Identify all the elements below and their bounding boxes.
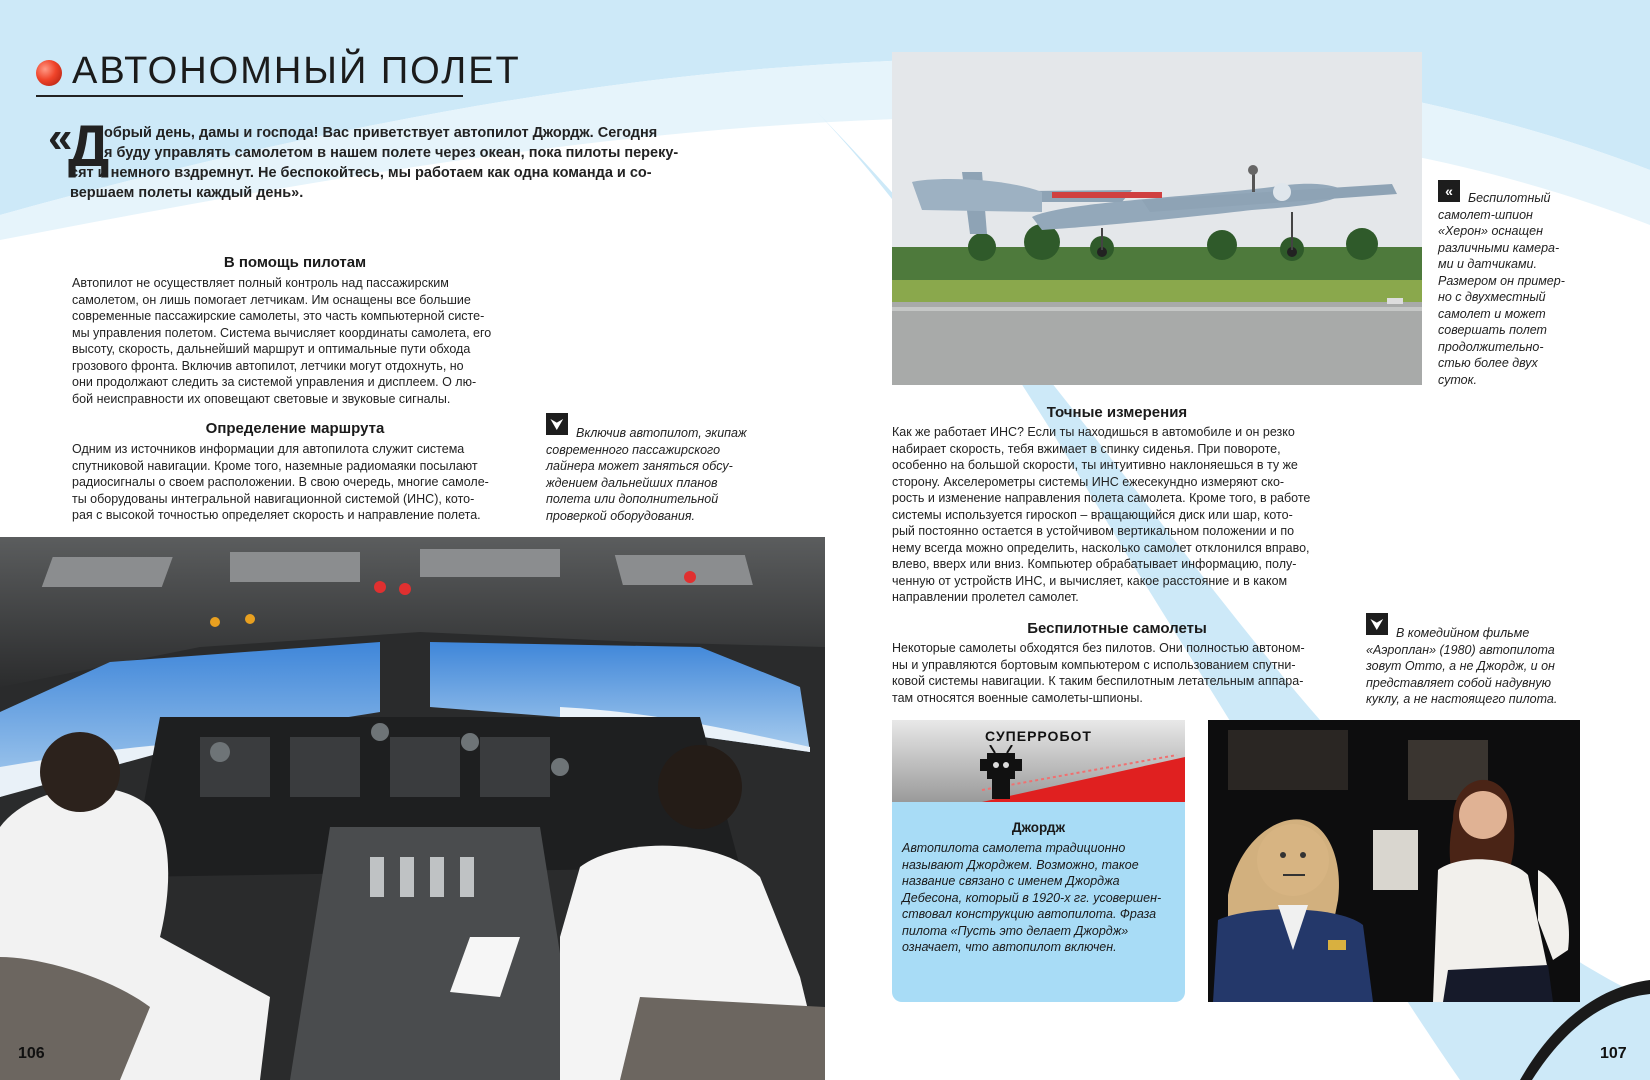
text-line: особенно на большой скорости, ты интуитивно наклоняешься в ту же <box>892 458 1298 472</box>
text-line: грозового фронта. Включив автопилот, летчики могут отдохнуть, но <box>72 358 464 373</box>
section-heading-measure: Точные измерения <box>1046 404 1188 421</box>
section-heading-drones: Беспилотные самолеты <box>1027 620 1207 637</box>
text-line: рый постоянно остается в устойчивом вертикальном положении и по <box>892 524 1295 538</box>
page-number-left: 106 <box>18 1045 45 1062</box>
intro-line-2: я буду управлять самолетом в нашем полете через океан, пока пилоты переку- <box>104 145 679 161</box>
text-line: Одним из источников информации для автопилота служит система <box>72 442 465 456</box>
text-line: означает, что автопилот включен. <box>902 940 1117 954</box>
text-line: ствовал конструкцию автопилота. Фраза <box>902 907 1157 921</box>
text-line: пилота «Пусть это делает Джордж» <box>902 923 1129 938</box>
caption-line: полета или дополнительной <box>546 492 719 506</box>
caption-line: зовут Отто, а не Джордж, и он <box>1366 659 1555 673</box>
caption-line: совершать полет <box>1438 323 1547 337</box>
text-line: сторону. Акселерометры системы ИНС ежесекундно измеряют ско- <box>892 474 1285 489</box>
superrobot-subhead: Джордж <box>1011 820 1066 835</box>
caption-line: «Херон» оснащен <box>1438 224 1543 238</box>
caption-cockpit <box>546 425 786 524</box>
caption-line: проверкой оборудования. <box>546 508 695 523</box>
caption-line: лайнера может заняться обсу- <box>546 459 733 473</box>
text-line: Автопилот не осуществляет полный контроль над пассажирским <box>72 276 449 290</box>
text-line: Как же работает ИНС? Если ты находишься в автомобиле и он резко <box>892 425 1295 439</box>
caption-line: продолжительно- <box>1438 339 1544 354</box>
intro-line-3: сят и немного вздремнут. Не беспокойтесь, мы работаем как одна команда и со- <box>70 165 652 181</box>
intro-line-1: обрый день, дамы и господа! Вас приветствует автопилот Джордж. Сегодня <box>104 125 658 141</box>
heron-drone-photo <box>892 52 1422 385</box>
text-line: Дебесона, который в 1920-х гг. усовершен- <box>902 890 1162 905</box>
text-line: название связано с именем Джорджа <box>902 874 1120 888</box>
text-line: ковой системы навигации. К таким беспилотным летательным аппара- <box>892 674 1304 688</box>
section-route-text <box>72 441 542 524</box>
text-line: системы используется гироскоп – вращающийся диск или шар, кото- <box>892 507 1293 522</box>
text-line: влево, вверх или вниз. Компьютер обрабатывает информацию, полу- <box>892 557 1297 571</box>
text-line: ты оборудованы интегральной навигационной системой (ИНС), кото- <box>72 491 475 506</box>
caption-heron <box>1438 190 1638 388</box>
title-underline <box>36 95 463 97</box>
caption-arrow-down-icon: ⮟ <box>1366 613 1388 635</box>
caption-movie <box>1366 625 1636 708</box>
caption-line: самолет и может <box>1438 306 1546 321</box>
text-line: спутниковой навигации. Кроме того, наземные радиомаяки посылают <box>72 458 478 473</box>
text-line: бой неисправности их оповещают световые и звуковые сигналы. <box>72 391 451 406</box>
superrobot-label: СУПЕРРОБОТ <box>985 728 1092 744</box>
caption-arrow-down-icon: ⮟ <box>546 413 568 435</box>
text-line: современные пассажирские самолеты, это часть компьютерной систе- <box>72 309 485 323</box>
caption-line: куклу, а не настоящего пилота. <box>1366 692 1558 706</box>
caption-line: самолет-шпион <box>1438 207 1533 222</box>
text-line: называют Джорджем. Возможно, такое <box>902 857 1139 872</box>
text-line: они продолжают следить за системой управления и дисплеем. О лю- <box>72 375 477 389</box>
caption-line: «Аэроплан» (1980) автопилота <box>1366 642 1555 657</box>
title-bullet-icon <box>36 60 62 86</box>
caption-line: но с двухместный <box>1438 290 1546 304</box>
text-line: радиосигналы о своем расположении. В свою очередь, многие самоле- <box>72 475 489 489</box>
section-heading-route: Определение маршрута <box>205 420 385 437</box>
caption-line: Включив автопилот, экипаж <box>576 426 747 440</box>
section-pilots-text <box>72 275 532 407</box>
page-title: АВТОНОМНЫЙ ПОЛЕТ <box>72 50 521 92</box>
text-line: нему всегда можно определить, насколько самолет отклонился вправо, <box>892 540 1310 555</box>
airplane-movie-photo <box>1208 720 1580 1002</box>
robot-icon <box>892 745 1185 802</box>
caption-line: суток. <box>1438 372 1477 387</box>
text-line: рость и изменение направления полета самолета. Кроме того, в работе <box>892 491 1311 505</box>
text-line: набирает скорость, тебя вжимает в спинку сиденья. При повороте, <box>892 441 1281 456</box>
caption-line: Беспилотный <box>1468 191 1551 205</box>
section-measure-text <box>892 424 1362 606</box>
superrobot-text <box>902 840 1177 956</box>
page-number-right: 107 <box>1600 1045 1627 1062</box>
text-line: ченную от устройств ИНС, и вычисляет, какое расстояние и в каком <box>892 573 1288 588</box>
caption-line: различными камера- <box>1438 240 1560 255</box>
text-line: рая с высокой точностью определяет скорость и направление полета. <box>72 508 481 522</box>
cockpit-photo <box>0 537 825 1080</box>
intro-line-4: вершаем полеты каждый день». <box>70 185 304 201</box>
text-line: ны и управляются бортовым компьютером с использованием спутни- <box>892 657 1296 672</box>
caption-rewind-icon: « <box>1438 180 1460 202</box>
text-line: направлении пролетел самолет. <box>892 590 1079 604</box>
text-line: там относятся военные самолеты-шпионы. <box>892 690 1143 705</box>
text-line: мы управления полетом. Система вычисляет координаты самолета, его <box>72 325 492 340</box>
text-line: высоту, скорость, дальнейший маршрут и оптимальные пути обхода <box>72 342 471 356</box>
caption-line: В комедийном фильме <box>1396 626 1530 640</box>
section-drones-text <box>892 640 1362 706</box>
section-heading-pilots: В помощь пилотам <box>223 254 367 271</box>
caption-line: стью более двух <box>1438 356 1538 370</box>
intro-drop-cap: Д <box>68 114 110 179</box>
caption-line: ждением дальнейших планов <box>546 475 718 490</box>
caption-line: Размером он пример- <box>1438 273 1565 288</box>
caption-line: представляет собой надувную <box>1366 675 1552 690</box>
caption-line: ми и датчиками. <box>1438 257 1537 271</box>
text-line: Автопилота самолета традиционно <box>902 841 1126 855</box>
text-line: самолетом, он лишь помогает летчикам. Им оснащены все большие <box>72 292 471 307</box>
text-line: Некоторые самолеты обходятся без пилотов. Они полностью автоном- <box>892 641 1305 655</box>
intro-quote-mark: « <box>48 113 73 162</box>
caption-line: современного пассажирского <box>546 442 721 457</box>
